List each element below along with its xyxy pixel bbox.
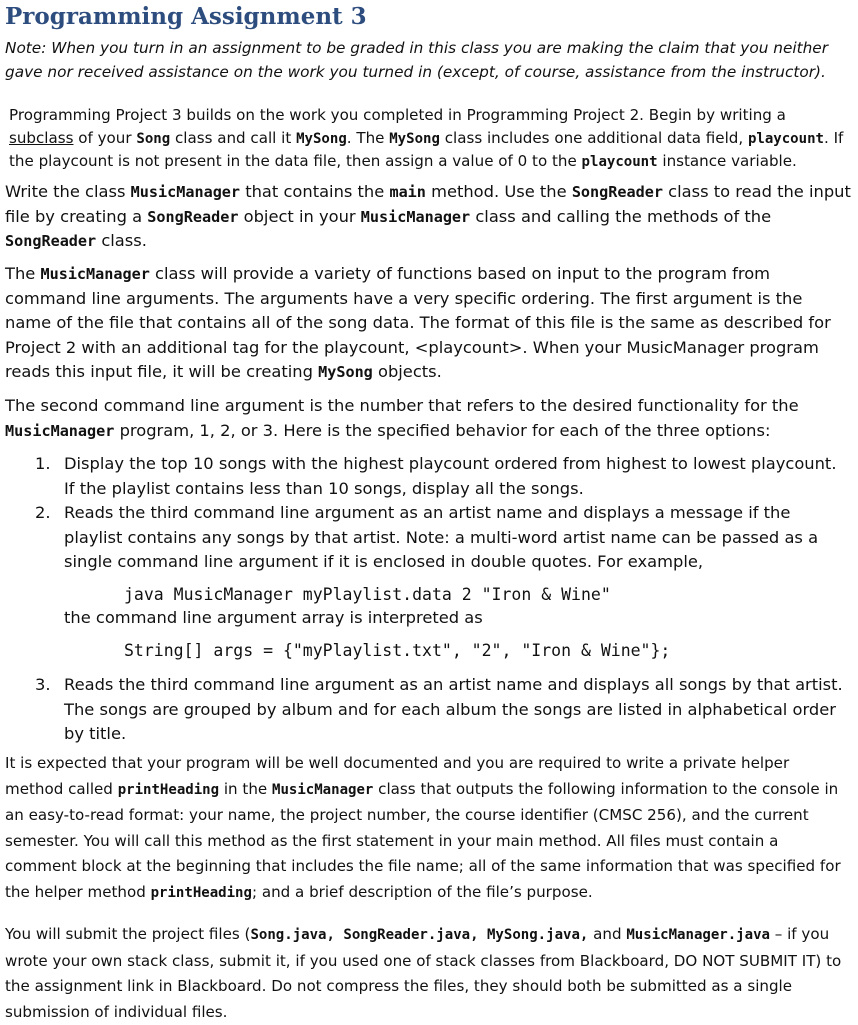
page-title: Programming Assignment 3	[5, 3, 367, 30]
assignment-page	[5, 0, 851, 1021]
interpretation-text: the command line argument array is interpreted as	[64, 607, 483, 627]
integrity-note: Note: When you turn in an assignment to be graded in this class you are making the claim that you neither gave nor received assistance on the work you turned in (except, of course, assistance from the instructor).	[5, 39, 828, 81]
arguments-paragraph: The MusicManager class will provide a variety of functions based on input to the program from command line arguments. The arguments have a very specific ordering. The first argument is the name of the file that contains all of the song data. The format of this file is the same as described for Project 2 with an additional tag for the playcount, <playcount>. When your MusicManager program reads this input file, it will be creating MySong objects.	[5, 264, 831, 381]
functionality-paragraph: The second command line argument is the number that refers to the desired functionality for the MusicManager program, 1, 2, or 3. Here is the specified behavior for each of the three options:	[5, 396, 799, 440]
args-example: String[] args = {"myPlaylist.txt", "2", "Iron & Wine"};	[124, 641, 671, 660]
documentation-paragraph: It is expected that your program will be well documented and you are required to write a private helper method called printHeading in the MusicManager class that outputs the following information to the console in an easy-to-read format: your name, the project number, the course identifier (CMSC 256), and the current semester. You will call this method as the first statement in your main method. All files must contain a comment block at the beginning that includes the file name; all of the same information that was specified for the helper method printHeading; and a brief description of the file’s purpose.	[5, 754, 841, 901]
list-item: 3. Reads the third command line argument as an artist name and displays all songs by that artist. The songs are grouped by album and for each album the songs are listed in alphabetical order by title.	[35, 675, 843, 743]
options-list	[5, 452, 851, 747]
command-example: java MusicManager myPlaylist.data 2 "Iron & Wine"	[124, 584, 611, 604]
intro-paragraph: Programming Project 3 builds on the work you completed in Programming Project 2. Begin by writing a subclass of your Song class and call it MySong. The MySong class includes one additional data field, playcount. If the playcount is not present in the data file, then assign a value of 0 to the playcount instance variable.	[9, 106, 844, 170]
subclass-term: subclass	[9, 128, 74, 147]
list-item: 2. Reads the third command line argument as an artist name and displays a message if the playlist contains any songs by that artist. Note: a multi-word artist name can be passed as a single command line argument if it is enclosed in double quotes. For example, java MusicManager myPlaylist.data 2 "Iron & Wine" the command line argument array is interpreted as String[] args = {"myPlaylist.txt", "2", "Iron & Wine"};	[5, 501, 851, 663]
submission-paragraph: You will submit the project files (Song.java, SongReader.java, MySong.java, and MusicManager.java – if you wrote your own stack class, submit it, if you used one of stack classes from Blackboard, DO NOT SUBMIT IT) to the assignment link in Blackboard. Do not compress the files, they should both be submitted as a single submission of individual files.	[5, 925, 842, 1021]
list-item: 1. Display the top 10 songs with the highest playcount ordered from highest to lowest playcount. If the playlist contains less than 10 songs, display all the songs.	[35, 454, 837, 498]
musicmanager-paragraph: Write the class MusicManager that contains the main method. Use the SongReader class to read the input file by creating a SongReader object in your MusicManager class and calling the methods of the SongReader class.	[5, 182, 851, 250]
